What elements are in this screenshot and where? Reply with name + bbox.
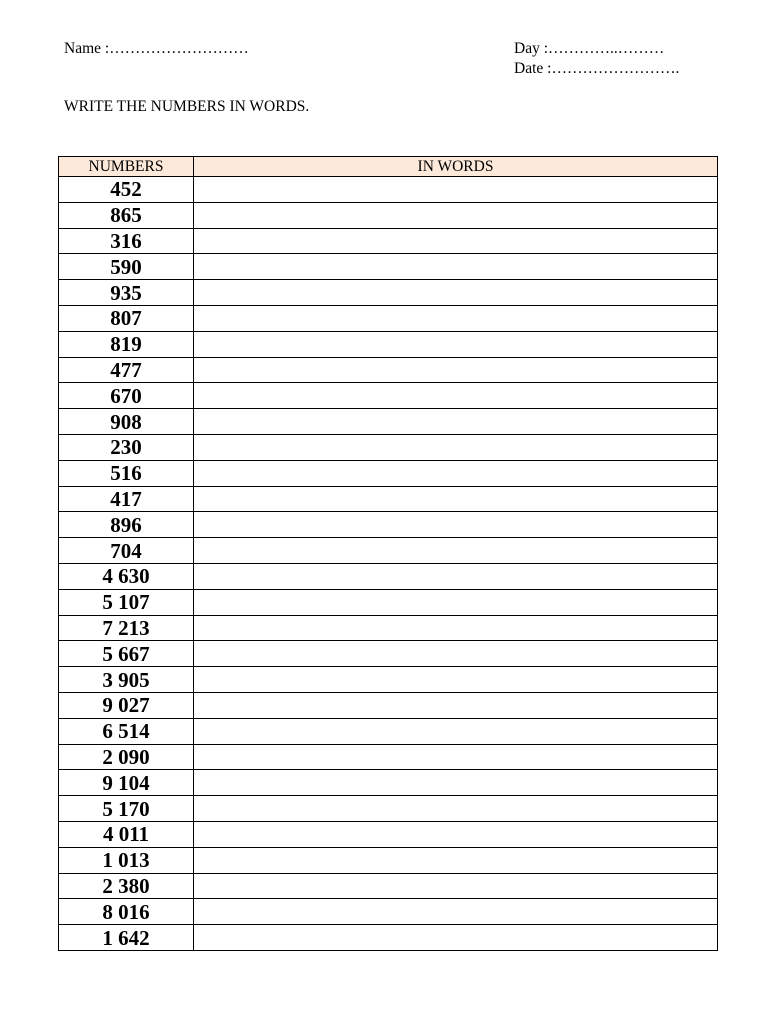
table-row: [59, 228, 718, 254]
number-cell: 7 213: [59, 615, 194, 641]
table-row: [59, 899, 718, 925]
number-cell: 865: [59, 202, 194, 228]
table-row: [59, 615, 718, 641]
in-words-answer-cell[interactable]: [194, 718, 718, 744]
in-words-answer-cell[interactable]: [194, 280, 718, 306]
table-row: [59, 796, 718, 822]
number-cell: 5 667: [59, 641, 194, 667]
number-cell: 1 013: [59, 847, 194, 873]
table-body: [59, 177, 718, 951]
table-row: [59, 305, 718, 331]
in-words-answer-cell[interactable]: [194, 486, 718, 512]
number-cell: 704: [59, 538, 194, 564]
name-field-label: Name :………………………: [64, 40, 249, 57]
in-words-answer-cell[interactable]: [194, 383, 718, 409]
in-words-answer-cell[interactable]: [194, 538, 718, 564]
in-words-answer-cell[interactable]: [194, 563, 718, 589]
table-row: [59, 383, 718, 409]
table-row: [59, 409, 718, 435]
in-words-answer-cell[interactable]: [194, 821, 718, 847]
in-words-answer-cell[interactable]: [194, 589, 718, 615]
day-field-label: Day :…………..………: [514, 40, 665, 57]
in-words-answer-cell[interactable]: [194, 434, 718, 460]
table-row: [59, 641, 718, 667]
table-row: [59, 692, 718, 718]
in-words-answer-cell[interactable]: [194, 692, 718, 718]
date-field-label: Date :…………………….: [514, 60, 680, 77]
number-cell: 9 104: [59, 770, 194, 796]
table-row: [59, 538, 718, 564]
in-words-column-header: IN WORDS: [194, 157, 718, 177]
in-words-answer-cell[interactable]: [194, 615, 718, 641]
instruction-text: WRITE THE NUMBERS IN WORDS.: [64, 98, 310, 115]
number-cell: 819: [59, 331, 194, 357]
table-row: [59, 667, 718, 693]
number-cell: 9 027: [59, 692, 194, 718]
in-words-answer-cell[interactable]: [194, 202, 718, 228]
table-row: [59, 821, 718, 847]
in-words-answer-cell[interactable]: [194, 409, 718, 435]
number-cell: 8 016: [59, 899, 194, 925]
table-row: [59, 847, 718, 873]
in-words-answer-cell[interactable]: [194, 899, 718, 925]
in-words-answer-cell[interactable]: [194, 847, 718, 873]
table-header-row: [59, 157, 718, 177]
table-row: [59, 280, 718, 306]
number-cell: 4 630: [59, 563, 194, 589]
in-words-answer-cell[interactable]: [194, 667, 718, 693]
number-cell: 807: [59, 305, 194, 331]
in-words-answer-cell[interactable]: [194, 460, 718, 486]
in-words-answer-cell[interactable]: [194, 357, 718, 383]
number-cell: 477: [59, 357, 194, 383]
in-words-answer-cell[interactable]: [194, 770, 718, 796]
table-row: [59, 589, 718, 615]
table-row: [59, 563, 718, 589]
table-row: [59, 486, 718, 512]
number-cell: 6 514: [59, 718, 194, 744]
table-row: [59, 357, 718, 383]
number-cell: 2 090: [59, 744, 194, 770]
number-cell: 670: [59, 383, 194, 409]
table-row: [59, 770, 718, 796]
in-words-answer-cell[interactable]: [194, 331, 718, 357]
table-row: [59, 718, 718, 744]
number-cell: 2 380: [59, 873, 194, 899]
table-row: [59, 873, 718, 899]
number-cell: 316: [59, 228, 194, 254]
number-cell: 4 011: [59, 821, 194, 847]
numbers-column-header: NUMBERS: [59, 157, 194, 177]
day-date-block: [514, 39, 679, 79]
numbers-in-words-table: [58, 156, 718, 951]
table-row: [59, 460, 718, 486]
number-cell: 908: [59, 409, 194, 435]
in-words-answer-cell[interactable]: [194, 925, 718, 951]
in-words-answer-cell[interactable]: [194, 512, 718, 538]
in-words-answer-cell[interactable]: [194, 305, 718, 331]
number-cell: 452: [59, 177, 194, 203]
table-row: [59, 744, 718, 770]
number-cell: 516: [59, 460, 194, 486]
table-row: [59, 434, 718, 460]
in-words-answer-cell[interactable]: [194, 641, 718, 667]
table-row: [59, 177, 718, 203]
table-row: [59, 331, 718, 357]
number-cell: 935: [59, 280, 194, 306]
in-words-answer-cell[interactable]: [194, 796, 718, 822]
number-cell: 5 170: [59, 796, 194, 822]
number-cell: 5 107: [59, 589, 194, 615]
number-cell: 230: [59, 434, 194, 460]
in-words-answer-cell[interactable]: [194, 744, 718, 770]
table-row: [59, 925, 718, 951]
number-cell: 1 642: [59, 925, 194, 951]
table-row: [59, 512, 718, 538]
number-cell: 896: [59, 512, 194, 538]
in-words-answer-cell[interactable]: [194, 254, 718, 280]
table-row: [59, 202, 718, 228]
number-cell: 590: [59, 254, 194, 280]
number-cell: 417: [59, 486, 194, 512]
in-words-answer-cell[interactable]: [194, 177, 718, 203]
number-cell: 3 905: [59, 667, 194, 693]
in-words-answer-cell[interactable]: [194, 228, 718, 254]
table-row: [59, 254, 718, 280]
in-words-answer-cell[interactable]: [194, 873, 718, 899]
